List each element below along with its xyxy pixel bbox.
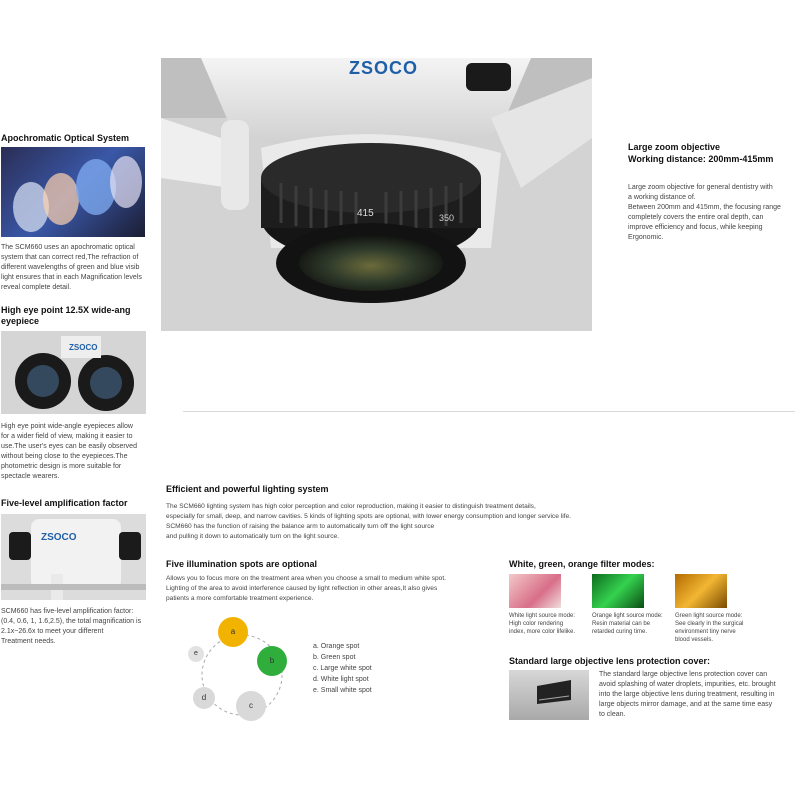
lighting-description [166,502,786,542]
caption-line: blood vessels. [675,637,714,643]
zoom-scale-label-415: 415 [357,208,374,219]
cover-line: avoid splashing of water droplets, impurities, etc. brought [599,681,776,688]
eyepiece-line: without being close to the eyepieces.The [1,453,128,460]
spot-c-large-white: c [236,691,266,721]
spots-line: Allows you to focus more on the treatment area when you choose a small to medium white spot. [166,575,447,582]
amplification-line: SCM660 has five-level amplification factor: [1,608,134,615]
zoom-line: a working distance of. [628,194,696,201]
caption-line: See clearly in the surgical [675,621,744,627]
cover-line: into the large objective lens during treatment, resulting in [599,691,775,698]
filter-caption-white [509,612,589,636]
apochromatic-description [1,243,151,293]
microscope-objective-illustration [161,58,592,331]
eyepiece-line: High eye point wide-angle eyepieces allow [1,423,133,430]
hero-microscope-photo [161,58,592,331]
cover-line: to clean. [599,711,626,718]
apochromatic-line: system that can correct red,The refraction of [1,254,139,261]
caption-line: High color rendering [509,621,564,627]
apochromatic-line: different wavelengths of green and blue visib [1,264,140,271]
amplification-title: Five-level amplification factor [1,498,128,508]
eyepiece-title-line: eyepiece [1,316,40,326]
eyepiece-line: for a wider field of view, making it easier to [1,433,133,440]
spot-diagram [180,615,300,725]
lens-elements-photo [1,147,145,237]
cover-description [599,670,799,720]
amplification-description [1,607,151,647]
eyepiece-photo [1,331,146,414]
protection-cover-photo [509,670,589,720]
zoom-title-line: Large zoom objective [628,142,721,152]
cover-title: Standard large objective lens protection cover: [509,656,711,666]
amplification-line: (0.4, 0.6, 1, 1.6,2.5), the total magnification is [1,618,142,625]
spots-line: Lighting of the area to avoid interference caused by light reflection in other areas,It also gives [166,585,438,592]
eyepiece-line: spectacle wearers. [1,473,60,480]
eyepiece-description [1,422,151,482]
apochromatic-line: light ensures that in each Magnification levels [1,274,142,281]
spots-line: patients a more comfortable treatment experience. [166,595,314,602]
zoom-title [628,141,773,165]
amplification-brand-logo: ZSOCO [41,532,77,543]
cover-line: large objects mirror damage, and at the same time easy [599,701,773,708]
amplification-line: 2.1x~26.6x to meet your different [1,628,104,635]
spot-d-white-light: d [193,687,215,709]
section-divider [183,411,795,412]
eyepiece-title-line: High eye point 12.5X wide-ang [1,305,131,315]
caption-line: retarded curing time. [592,629,648,635]
filters-title: White, green, orange filter modes: [509,559,655,569]
filter-caption-orange [592,612,672,636]
zoom-line: Between 200mm and 415mm, the focusing range [628,204,781,211]
caption-line: Resin material can be [592,621,651,627]
apochromatic-line: The SCM660 uses an apochromatic optical [1,244,135,251]
cover-line: The standard large objective lens protection cover can [599,671,768,678]
lighting-line: SCM660 has the function of raising the balance arm to automatically turn off the light source [166,523,435,530]
legend-item: d. White light spot [313,676,369,683]
legend-item: b. Green spot [313,654,356,661]
zoom-line: completely covers the entire oral depth, can [628,214,764,221]
apochromatic-title: Apochromatic Optical System [1,133,130,143]
spots-title: Five illumination spots are optional [166,559,318,569]
apochromatic-line: reveal complete detail. [1,284,72,291]
zoom-title-line: Working distance: 200mm-415mm [628,154,774,164]
zoom-line: Ergonomic. [628,234,664,241]
filter-white-photo [509,574,561,608]
filter-green-photo [592,574,644,608]
caption-line: Green light source mode: [675,613,743,619]
lighting-line: and pulling it down to automatically turn on the light source. [166,533,340,540]
zoom-line: Large zoom objective for general dentistry with [628,184,773,191]
filter-orange-photo [675,574,727,608]
lighting-line: especially for small, deep, and narrow cavities. 5 kinds of lighting spots are optional, with lower energy consumption and longer service life. [166,513,571,520]
eyepiece-title [1,305,131,327]
lighting-line: The SCM660 lighting system has high color perception and color reproduction, making it easier to distinguish treatment details, [166,503,536,510]
spot-legend [313,641,372,696]
amplification-photo [1,514,146,600]
caption-line: Orange light source mode: [592,613,663,619]
zoom-line: improve efficiency and focus, while keeping [628,224,763,231]
eyepiece-line: photometric design is more suitable for [1,463,122,470]
eyepiece-line: use.The user's eyes can be easily observed [1,443,137,450]
legend-item: c. Large white spot [313,665,372,672]
spot-e-small-white: e [188,646,204,662]
legend-item: a. Orange spot [313,643,360,650]
hero-brand-logo: ZSOCO [349,58,419,78]
filter-caption-green [675,612,765,644]
legend-item: e. Small white spot [313,687,372,694]
eyepiece-brand-logo: ZSOCO [69,343,98,352]
spots-description [166,574,496,604]
zoom-description [628,183,798,243]
caption-line: environment tiny nerve [675,629,736,635]
lighting-title: Efficient and powerful lighting system [166,484,329,494]
zoom-scale-label-350: 350 [439,213,455,223]
spot-b-green: b [257,646,287,676]
caption-line: White light source mode: [509,613,576,619]
spot-a-orange: a [218,617,248,647]
amplification-line: Treatment needs. [1,638,56,645]
caption-line: index, more color lifelike. [509,629,576,635]
